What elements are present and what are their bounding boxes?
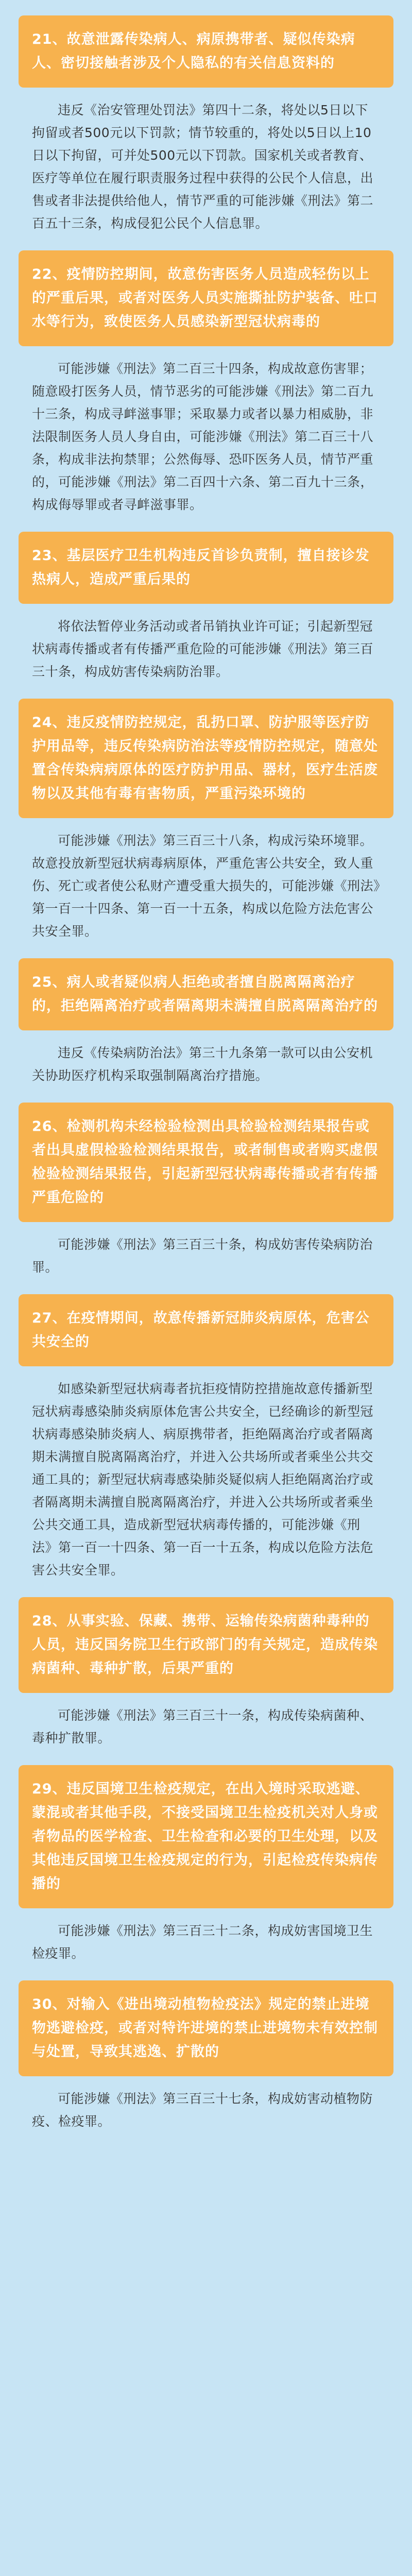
article-item [19, 15, 393, 237]
item-body: 可能涉嫌《刑法》第三百三十七条，构成妨害动植物防疫、检疫罪。 [32, 2091, 373, 2129]
item-body: 违反《治安管理处罚法》第四十二条，将处以5日以下拘留或者500元以下罚款；情节较重的，将处以5日以上10日以下拘留，可并处500元以下罚款。国家机关或者教育、医疗等单位在履行职责服务过程中获得的公民个人信息，出售或者非法提供给他人，情节严重的可能涉嫌《刑法》第二百五十三条，构成侵犯公民个人信息罪。 [32, 103, 374, 231]
article-item [19, 699, 393, 945]
item-heading: 30、对输入《进出境动植物检疫法》规定的禁止进境物逃避检疫，或者对特许进境的禁止进境物未有效控制与处置，导致其逃逸、扩散的 [19, 1980, 393, 2076]
article-item [19, 1765, 393, 1967]
article-item [19, 958, 393, 1089]
item-heading: 28、从事实验、保藏、携带、运输传染病菌种毒种的人员，违反国务院卫生行政部门的有关规定，造成传染病菌种、毒种扩散，后果严重的 [19, 1597, 393, 1693]
item-heading: 26、检测机构未经检验检测出具检验检测结果报告或者出具虚假检验检测结果报告，或者制售或者购买虚假检验检测结果报告，引起新型冠状病毒传播或者有传播严重危险的 [19, 1103, 393, 1222]
item-body: 违反《传染病防治法》第三十九条第一款可以由公安机关协助医疗机构采取强制隔离治疗措施。 [32, 1045, 373, 1083]
item-heading: 27、在疫情期间，故意传播新冠肺炎病原体，危害公共安全的 [19, 1294, 393, 1366]
article-item [19, 1597, 393, 1752]
item-heading: 22、疫情防控期间，故意伤害医务人员造成轻伤以上的严重后果，或者对医务人员实施撕扯防护装备、吐口水等行为，致使医务人员感染新型冠状病毒的 [19, 250, 393, 346]
article-item [19, 1103, 393, 1281]
item-body: 可能涉嫌《刑法》第二百三十四条，构成故意伤害罪；随意殴打医务人员，情节恶劣的可能涉嫌《刑法》第二百九十三条，构成寻衅滋事罪；采取暴力或者以暴力相威胁，非法限制医务人员人身自由，可能涉嫌《刑法》第二百三十八条，构成非法拘禁罪；公然侮辱、恐吓医务人员，情节严重的，可能涉嫌《刑法》第二百四十六条、第二百九十三条，构成侮辱罪或者寻衅滋事罪。 [32, 361, 374, 512]
article-item [19, 532, 393, 685]
item-heading: 24、违反疫情防控规定，乱扔口罩、防护服等医疗防护用品等，违反传染病防治法等疫情防控规定，随意处置含传染病病原体的医疗防护用品、器材，医疗生活废物以及其他有毒有害物质，严重污染环境的 [19, 699, 393, 818]
item-heading: 25、病人或者疑似病人拒绝或者擅自脱离隔离治疗的，拒绝隔离治疗或者隔离期未满擅自脱离隔离治疗的 [19, 958, 393, 1030]
item-body: 可能涉嫌《刑法》第三百三十一条，构成传染病菌种、毒种扩散罪。 [32, 1708, 373, 1745]
article-item [19, 250, 393, 518]
item-heading: 21、故意泄露传染病人、病原携带者、疑似传染病人、密切接触者涉及个人隐私的有关信息资料的 [19, 15, 393, 88]
article-item [19, 1294, 393, 1584]
item-body: 可能涉嫌《刑法》第三百三十八条，构成污染环境罪。故意投放新型冠状病毒病原体，严重危害公共安全，致人重伤、死亡或者使公私财产遭受重大损失的，可能涉嫌《刑法》第一百一十四条、第一百一十五条，构成以危险方法危害公共安全罪。 [32, 833, 381, 939]
item-body: 可能涉嫌《刑法》第三百三十二条，构成妨害国境卫生检疫罪。 [32, 1923, 373, 1961]
item-body: 可能涉嫌《刑法》第三百三十条，构成妨害传染病防治罪。 [32, 1237, 373, 1275]
item-heading: 23、基层医疗卫生机构违反首诊负责制，擅自接诊发热病人，造成严重后果的 [19, 532, 393, 604]
item-body: 将依法暂停业务活动或者吊销执业许可证；引起新型冠状病毒传播或者有传播严重危险的可能涉嫌《刑法》第三百三十条，构成妨害传染病防治罪。 [32, 619, 374, 679]
article-list [19, 15, 393, 2135]
item-body: 如感染新型冠状病毒者抗拒疫情防控措施故意传播新型冠状病毒感染肺炎病原体危害公共安全，已经确诊的新型冠状病毒感染肺炎病人、病原携带者，拒绝隔离治疗或者隔离期未满擅自脱离隔离治疗，并进入公共场所或者乘坐公共交通工具的；新型冠状病毒感染肺炎疑似病人拒绝隔离治疗或者隔离期未满擅自脱离隔离治疗，并进入公共场所或者乘坐公共交通工具，造成新型冠状病毒传播的，可能涉嫌《刑法》第一百一十四条、第一百一十五条，构成以危险方法危害公共安全罪。 [32, 1381, 374, 1578]
article-item [19, 1980, 393, 2135]
item-heading: 29、违反国境卫生检疫规定，在出入境时采取逃避、蒙混或者其他手段，不接受国境卫生检疫机关对人身或者物品的医学检查、卫生检查和必要的卫生处理，以及其他违反国境卫生检疫规定的行为，引起检疫传染病传播的 [19, 1765, 393, 1908]
